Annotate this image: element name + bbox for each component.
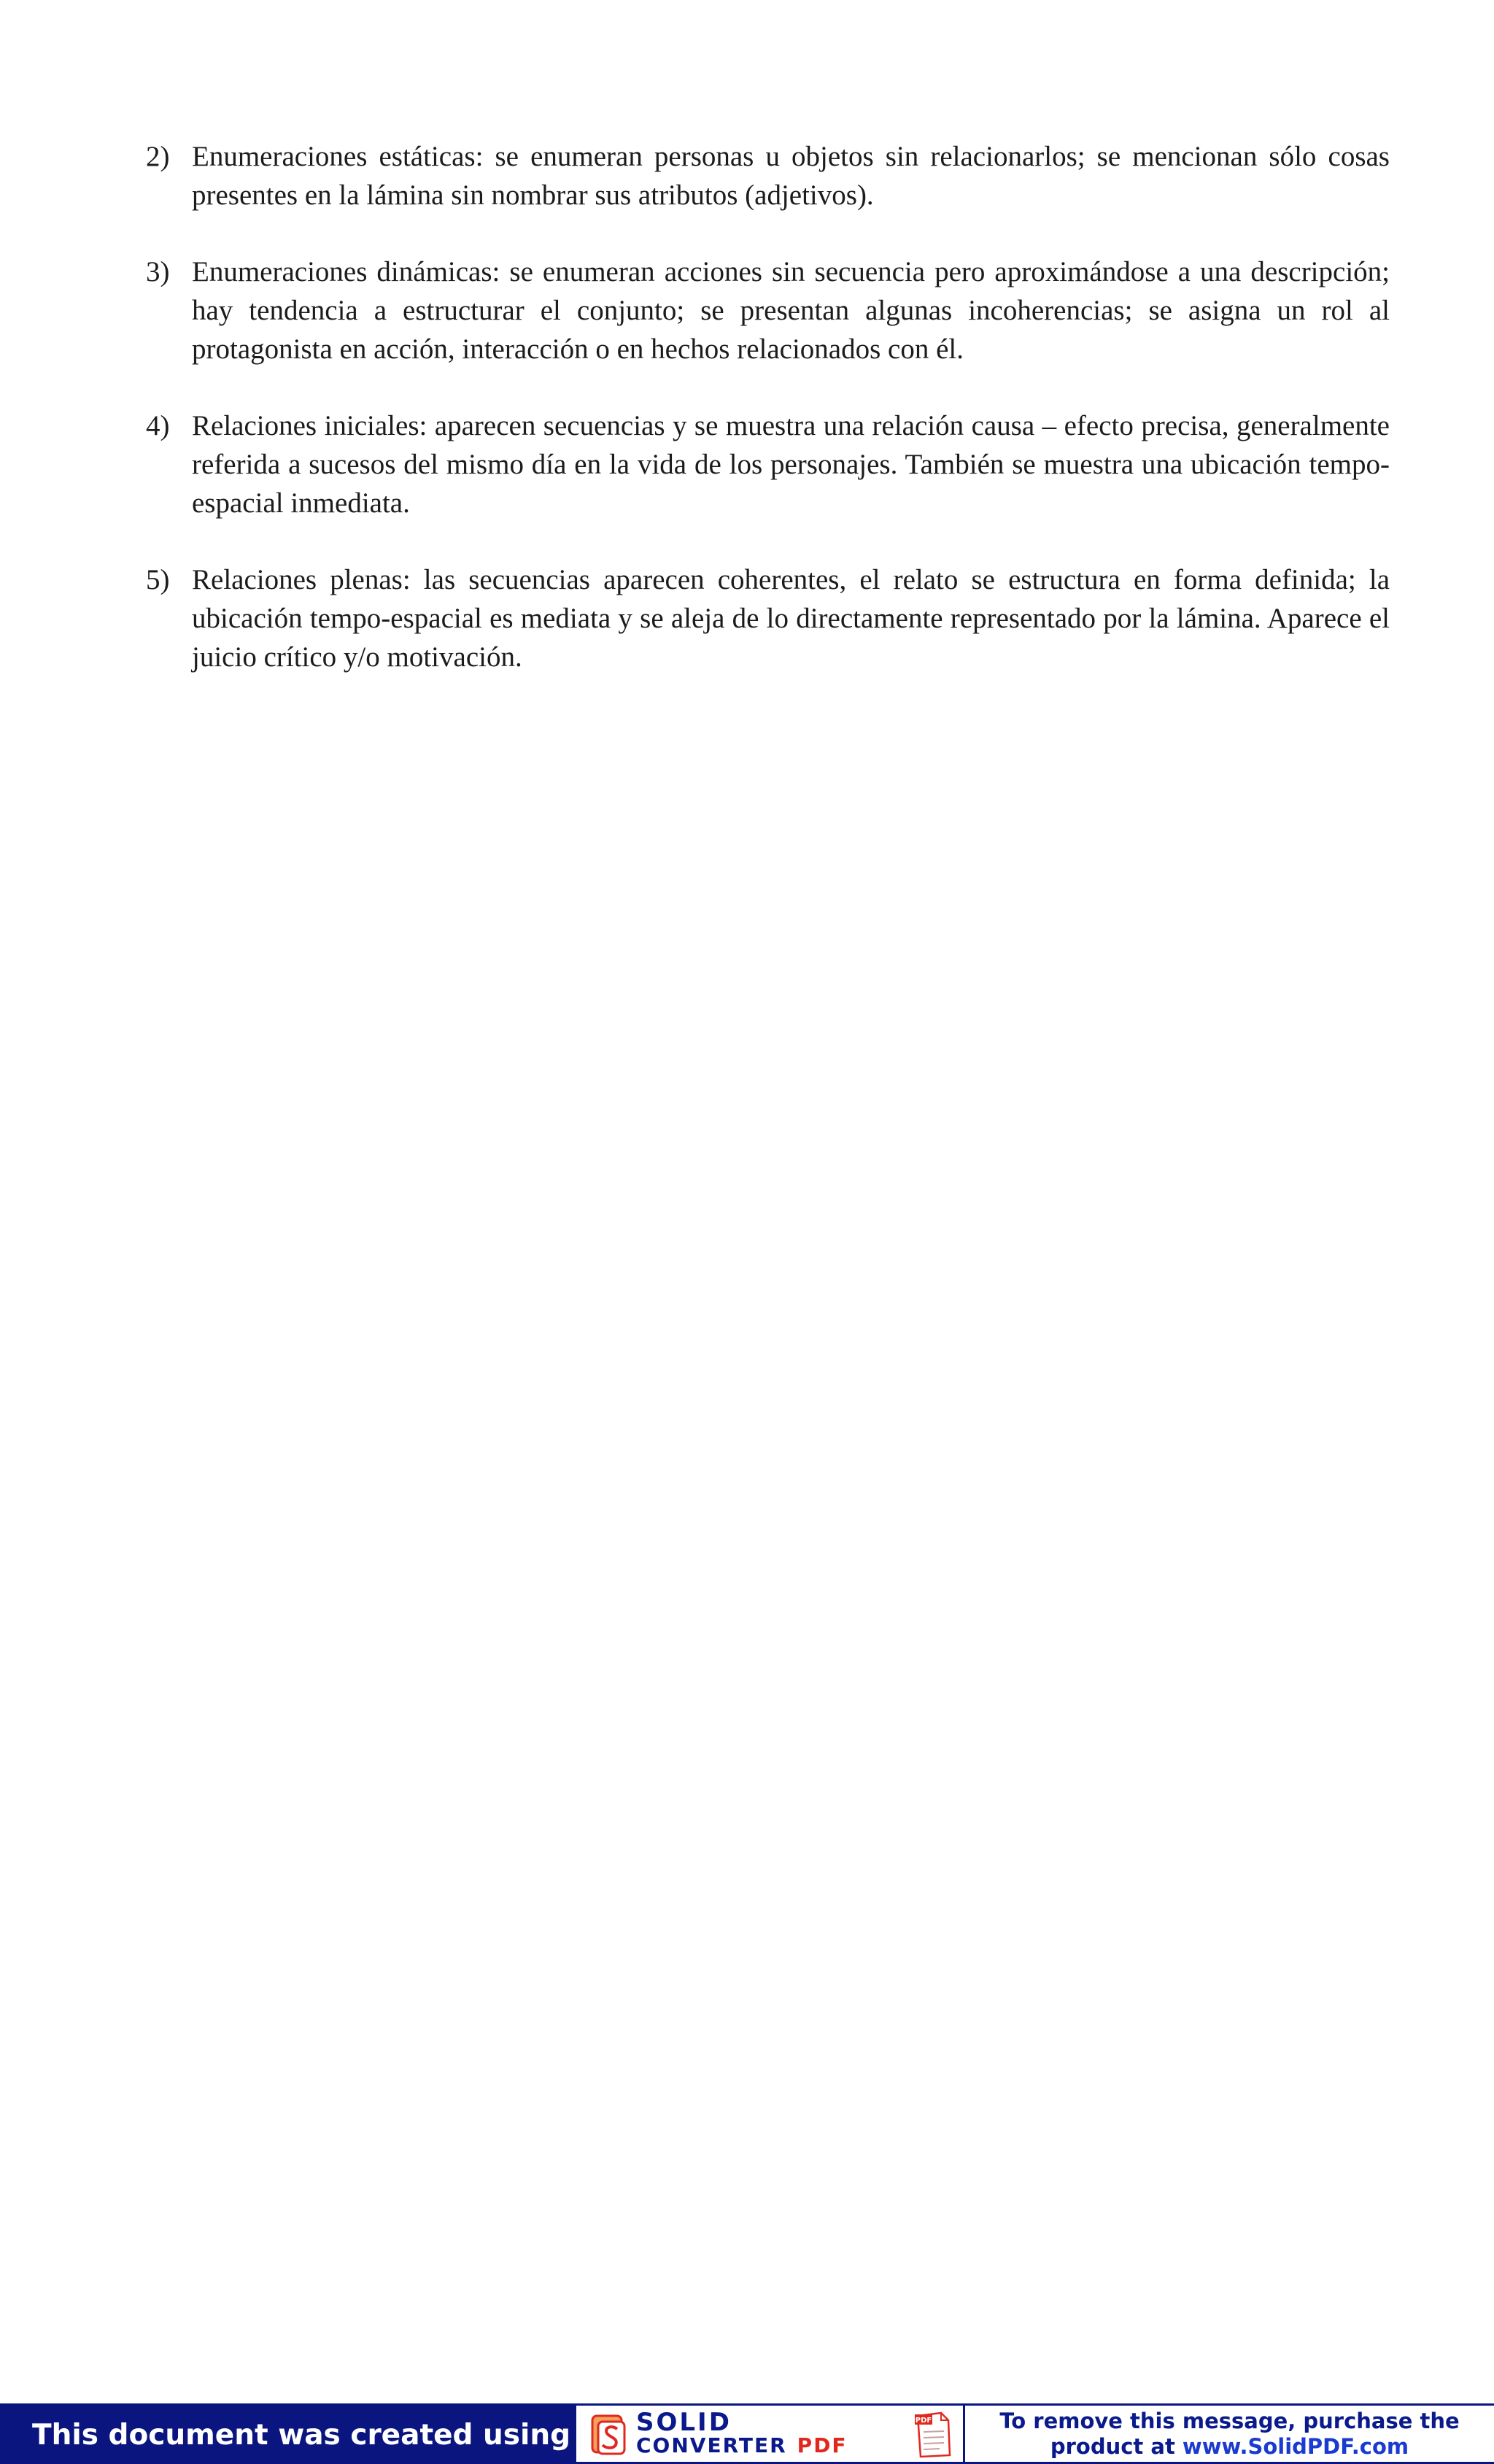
solid-converter-logo-icon [589, 2411, 630, 2457]
banner-purchase-line1: To remove this message, purchase the [999, 2408, 1460, 2433]
logo-wordmark [636, 2407, 848, 2457]
logo-converter-line [636, 2434, 848, 2457]
logo-solid-text: SOLID [636, 2407, 732, 2437]
item-text: Enumeraciones estáticas: se enumeran personas u objetos sin relacionarlos; se mencionan sólo cosas presentes en la lámina sin nombrar sus atributos (adjetivos). [192, 141, 1390, 211]
banner-created-using-text: This document was created using [0, 2403, 576, 2464]
banner-purchase-line2 [1050, 2434, 1409, 2460]
list-item [146, 252, 1390, 368]
banner-product-at-text: product at [1050, 2433, 1183, 2459]
pdf-document-icon [913, 2410, 953, 2460]
item-number: 3) [146, 256, 170, 287]
svg-text:PDF: PDF [915, 2417, 932, 2425]
solid-converter-logo[interactable] [576, 2403, 963, 2464]
solidpdf-link[interactable]: www.SolidPDF.com [1182, 2433, 1409, 2459]
list-item [146, 560, 1390, 676]
item-text: Relaciones plenas: las secuencias aparecen coherentes, el relato se estructura en forma definida; la ubicación tempo-espacial es mediata y se aleja de lo directamente representado por la lámina. Aparece el juicio crítico y/o motivación. [192, 564, 1390, 673]
item-number: 2) [146, 141, 170, 172]
item-text: Relaciones iniciales: aparecen secuencias y se muestra una relación causa – efecto precisa, generalmente referida a sucesos del mismo día en la vida de los personajes. También se muestra una ubicación tempo-espacial inmediata. [192, 410, 1390, 519]
banner-purchase-message[interactable] [963, 2403, 1494, 2464]
logo-converter-text: CONVERTER [636, 2433, 787, 2457]
solidpdf-watermark-banner[interactable] [0, 2403, 1494, 2464]
list-item [146, 406, 1390, 522]
logo-pdf-text: PDF [797, 2433, 848, 2457]
item-text: Enumeraciones dinámicas: se enumeran acciones sin secuencia pero aproximándose a una descripción; hay tendencia a estructurar el conjunto; se presentan algunas incoherencias; se asigna un rol al protagonista en acción, interacción o en hechos relacionados con él. [192, 256, 1390, 365]
numbered-list [146, 137, 1390, 714]
item-number: 4) [146, 410, 170, 441]
item-number: 5) [146, 564, 170, 595]
list-item [146, 137, 1390, 215]
